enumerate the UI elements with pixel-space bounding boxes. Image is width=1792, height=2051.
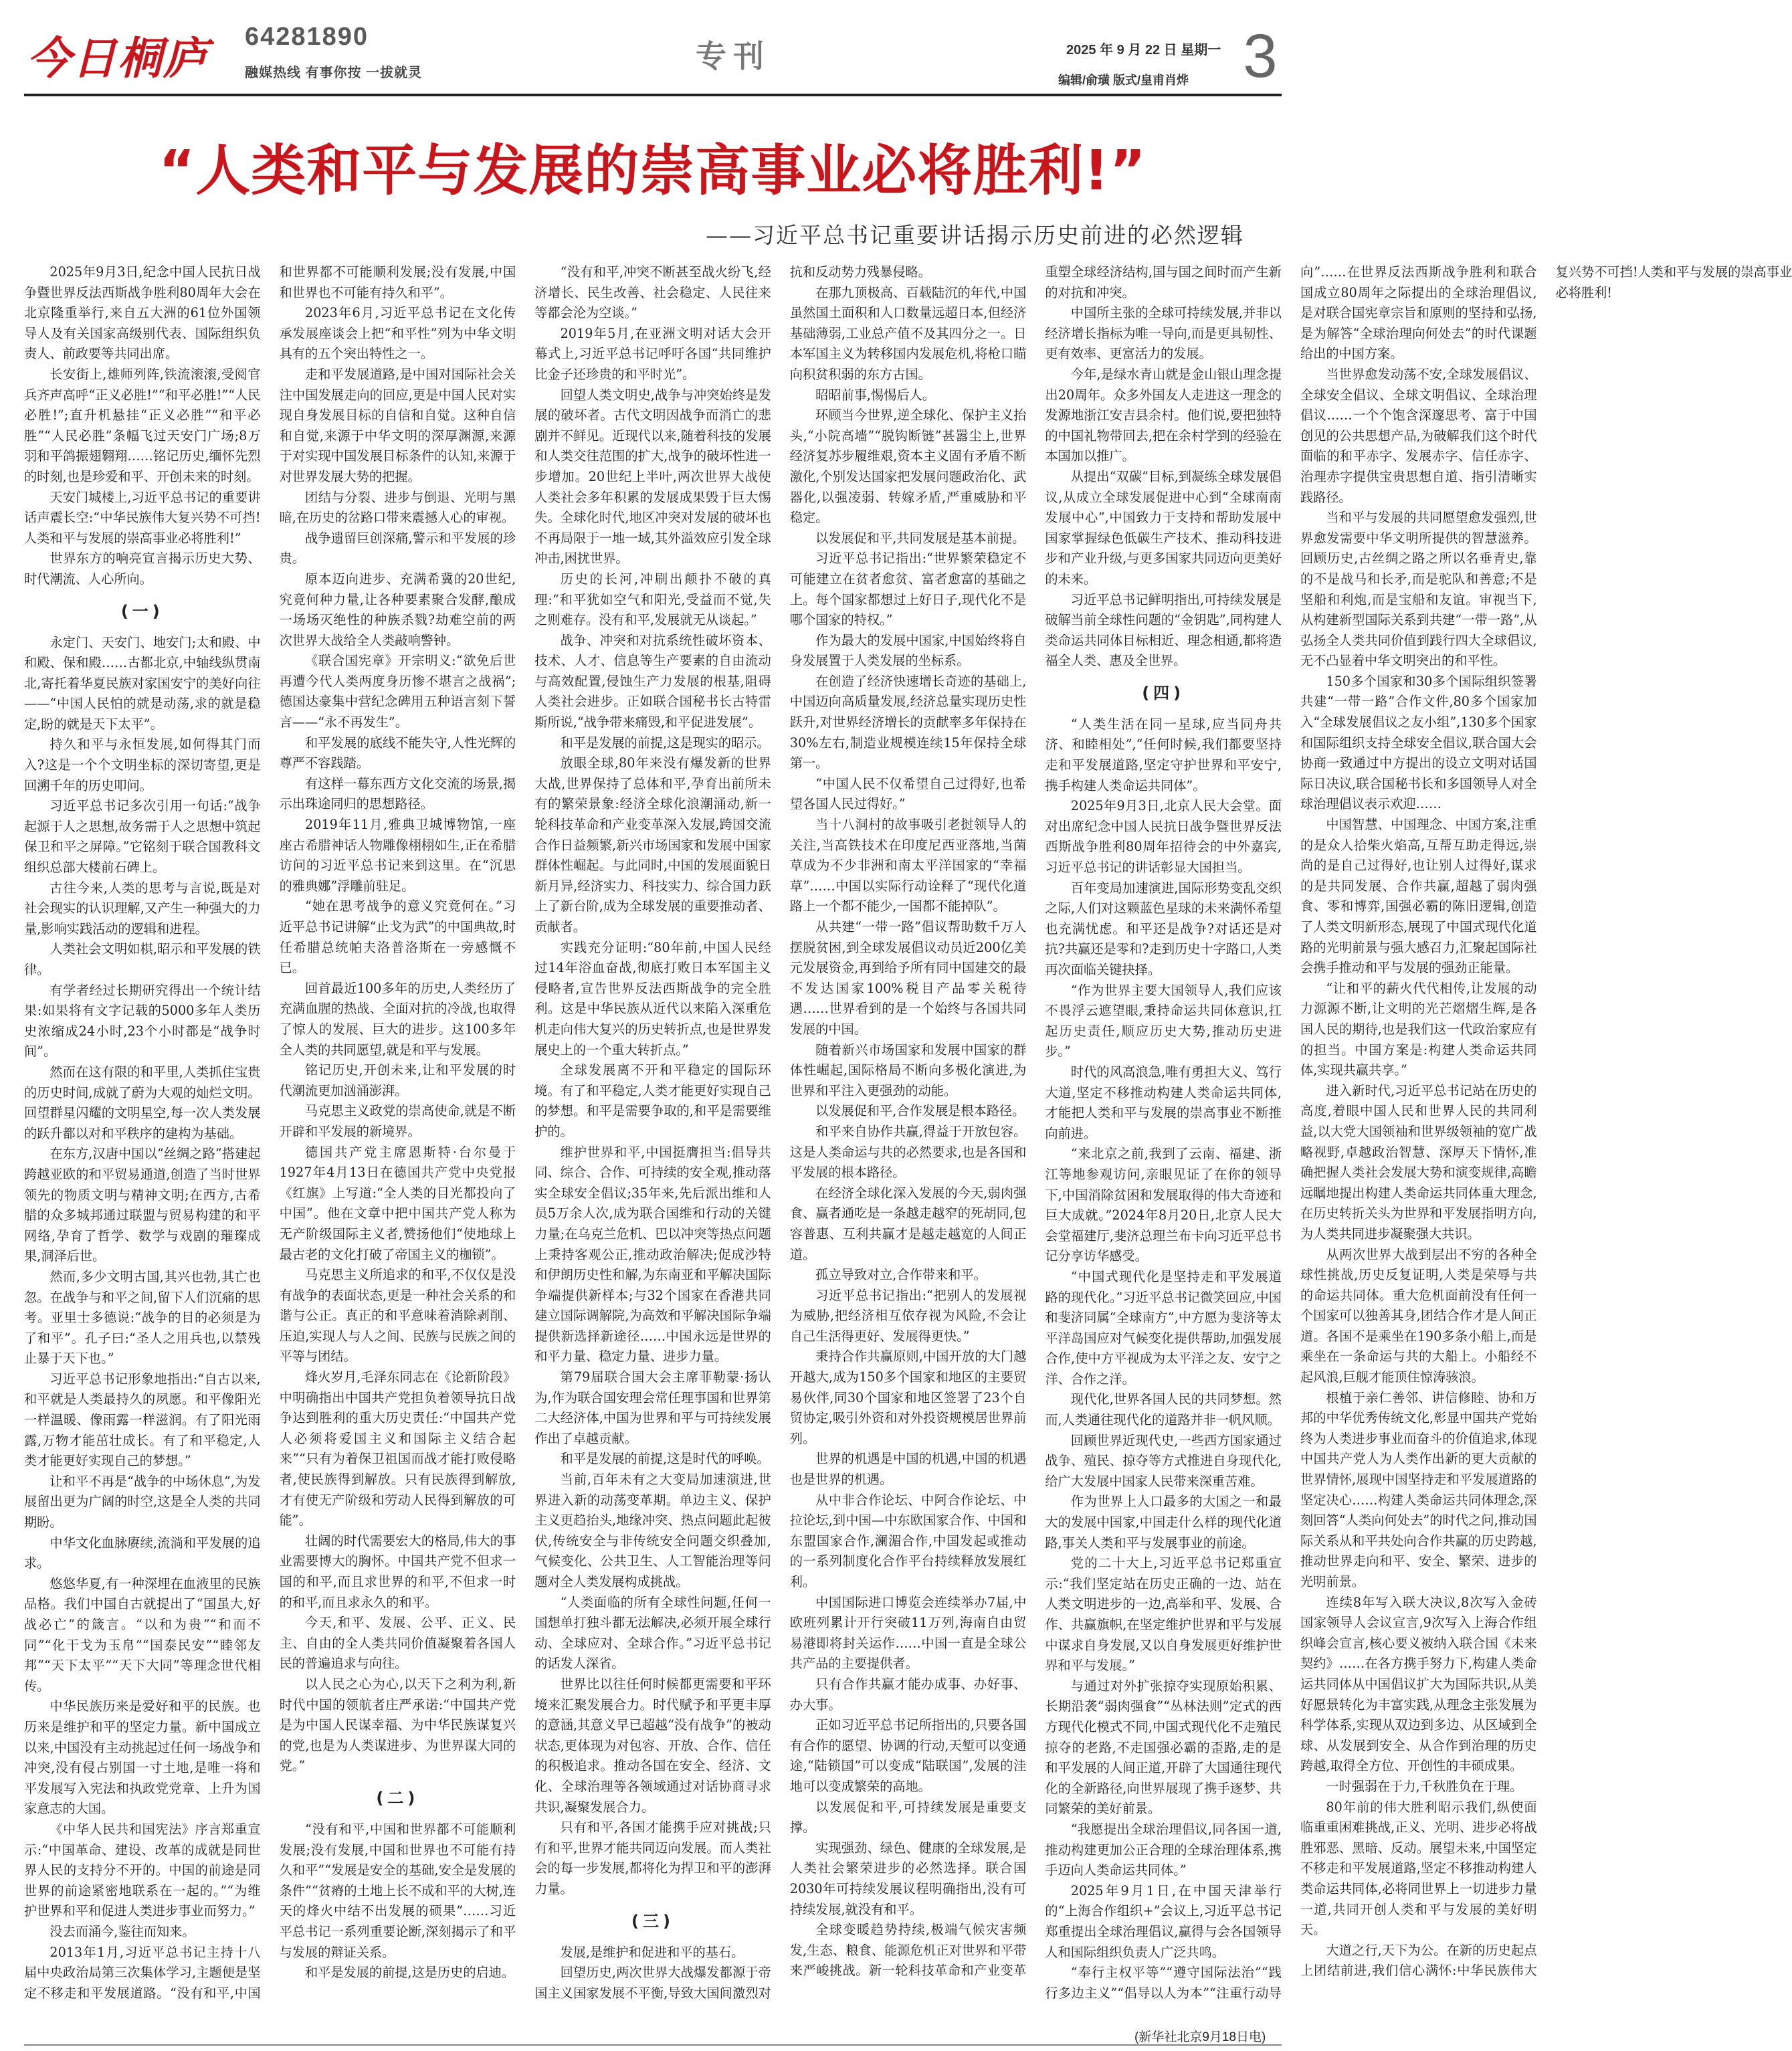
- body-paragraph: 时代的风高浪急,唯有勇担大义、笃行大道,坚定不移推动构建人类命运共同体,才能把人类和平与发展的崇高事业不断推向前进。: [1045, 1064, 1282, 1141]
- body-paragraph: 古往今来,人类的思考与言说,既是对社会现实的认识理解,又产生一种强大的力量,影响实践活动的逻辑和进程。: [24, 880, 261, 937]
- body-paragraph: 走和平发展道路,是中国对国际社会关注中国发展走向的回应,更是中国人民对实现自身发展目标的自信和自觉。这种自信和自觉,来源于中华文明的深厚渊源,来源于对实现中国发展目标条件的认知,来源于对世界发展大势的把握。: [279, 366, 516, 484]
- body-paragraph: 大道之行,天下为公。在新的历史起点上团结前进,我们信心满怀:中华民族伟大复兴势不可挡!人类和平与发展的崇高事业必将胜利!: [1300, 264, 1792, 1979]
- masthead: [0, 0, 1305, 94]
- body-paragraph: 正如习近平总书记所指出的,只要各国有合作的愿望、协调的行动,天堑可以变通途,“陆锁国”可以变成“陆联国”,发展的洼地可以变成繁荣的高地。: [789, 1717, 1027, 1794]
- body-paragraph: 一时强弱在于力,千秋胜负在于理。: [1326, 1778, 1523, 1794]
- body-paragraph: 长安街上,雄师列阵,铁流滚滚,受阅官兵齐声高呼“正义必胜!”“和平必胜!”“人民必胜!”;直升机悬挂“正义必胜”“和平必胜”“人民必胜”条幅飞过天安门广场;8万羽和平鸽振翅翱翔……铭记历史,缅怀先烈的时刻,也是珍爱和平、开创未来的时刻。: [24, 366, 261, 484]
- body-paragraph: 有学者经过长期研究得出一个统计结果:如果将有文字记载的5000多年人类历史浓缩成24小时,23个小时都是“战争时间”。: [24, 982, 261, 1060]
- body-paragraph: 和平发展的底线不能失守,人性光辉的尊严不容践踏。: [279, 735, 516, 771]
- body-paragraph: 回望人类文明史,战争与冲突始终是发展的破坏者。古代文明因战争而消亡的悲剧并不鲜见。近现代以来,随着科技的发展和人类交往范围的扩大,战争的破坏性进一步增加。20世纪上半叶,两次世界大战使人类社会多年积累的发展成果毁于巨大惕失。全球化时代,地区冲突对发展的破坏也不再局限于一地一域,其外溢效应引发全球冲击,困扰世界。: [534, 387, 771, 567]
- newspaper-logo: 今日桐庐: [27, 32, 209, 84]
- body-paragraph: 2023年6月,习近平总书记在文化传承发展座谈会上把“和平性”列为中华文明具有的五个突出特性之一。: [279, 305, 516, 362]
- body-paragraph: 秉持合作共赢原则,中国开放的大门越开越大,成为150多个国家和地区的主要贸易伙伴,同30个国家和地区签署了23个自贸协定,吸引外资和对外投资规模居世界前列。: [789, 1349, 1027, 1446]
- body-paragraph: 维护世界和平,中国挺膺担当:倡导共同、综合、合作、可持续的安全观,推动落实全球安全倡议;35年来,先后派出维和人员5万余人次,成为联合国维和行动的关键力量;在乌克兰危机、巴以冲突等热点问题上秉持客观公正,推动政治解决;促成沙特和伊朗历史性和解,为东南亚和平解决国际争端提供新样本;与32个国家在香港共同建立国际调解院,为高效和平解决国际争端提供新选择新途径……中国永远是世界的和平力量、稳定力量、进步力量。: [534, 1144, 771, 1365]
- issue-date: 2025 年 9 月 22 日 星期一: [1066, 43, 1221, 58]
- body-paragraph: 和平来自协作共赢,得益于开放包容。这是人类命运与共的必然要求,也是各国和平发展的根本路径。: [789, 1123, 1027, 1181]
- hotline-slogan: 融媒热线 有事你按 一拔就灵: [245, 66, 423, 80]
- body-paragraph: 昭昭前事,惕惕后人。: [815, 387, 935, 403]
- body-paragraph: 实践充分证明:“80年前,中国人民经过14年浴血奋战,彻底打败日本军国主义侵略者,宣告世界反法西斯战争的完全胜利。这是中华民族从近代以来陷入深重危机走向伟大复兴的历史转折点,也是世界发展史上的一个重大转折点。”: [534, 939, 771, 1058]
- body-paragraph: 进入新时代,习近平总书记站在历史的高度,着眼中国人民和世界人民的共同利益,以大党大国领袖和世界级领袖的宽广战略视野,卓越政治智慧、深厚天下情怀,准确把握人类社会发展大势和演变规律,高瞻远瞩地提出构建人类命运共同体重大理念,在历史转折关头为世界和平发展指明方向,为人类共同进步凝聚强大共识。: [1300, 1082, 1537, 1242]
- body-paragraph: 2019年11月,雅典卫城博物馆,一座座古希腊神话人物雕像栩栩如生,正在希腊访问的习近平总书记来到这里。在“沉思的雅典娜”浮雕前驻足。: [279, 817, 516, 894]
- body-paragraph: 有这样一幕东西方文化交流的场景,揭示出珠途同归的思想路径。: [279, 775, 516, 812]
- body-paragraph: 回望历史,两次世界大战爆发都源于帝国主义国家发展不平衡,导致大国间激烈对抗和反动势力残暴侵略。: [534, 264, 931, 2001]
- body-paragraph: 环顾当今世界,逆全球化、保护主义抬头,“小院高墙”“脱钩断链”甚嚣尘上,世界经济复苏步履维艰,资本主义固有矛盾不断激化,个别发达国家把发展问题政治化、武器化,以强凌弱、转嫁矛盾,严重威胁和平稳定。: [789, 407, 1027, 526]
- body-paragraph: 150多个国家和30多个国际组织签署共建“一带一路”合作文件,80多个国家加入“全球发展倡议之友小组”,130多个国家和国际组织支持全球安全倡议,联合国大会协商一致通过中方提出的设立文明对话国际日决议,联合国秘书长和多国领导人对全球治理倡议表示欢迎……: [1300, 673, 1537, 812]
- page-number: 3: [1243, 22, 1278, 90]
- body-paragraph: 习近平总书记鲜明指出,可持续发展是破解当前全球性问题的“金钥匙”,同构建人类命运共同体目标相近、理念相通,都将造福全人类、惠及全世界。: [1045, 591, 1282, 669]
- body-paragraph: 百年变局加速演进,国际形势变乱交织之际,人们对这颗蓝色星球的未来满怀希望也充满忧虑。和平还是战争?对话还是对抗?共赢还是零和?走到历史十字路口,人类再次面临关键抉择。: [1045, 880, 1282, 977]
- body-paragraph: “没有和平,中国和世界都不可能顺利发展;没有发展,中国和世界也不可能有持久和平”“发展是安全的基础,安全是发展的条件”“贫瘠的土地上长不成和平的大树,连天的烽火中结不出发展的硕果”……习近平总书记一系列重要论断,深刻揭示了和平与发展的辩证关系。: [279, 1821, 516, 1960]
- body-paragraph: “没有和平,冲突不断甚至战火纷飞,经济增长、民生改善、社会稳定、人民往来等都会沦为空谈。”: [534, 264, 771, 321]
- body-paragraph: “让和平的薪火代代相传,让发展的动力源源不断,让文明的光芒熠熠生辉,是各国人民的期待,也是我们这一代政治家应有的担当。中国方案是:构建人类命运共同体,实现共赢共享。”: [1300, 980, 1537, 1078]
- headline: “人类和平与发展的崇高事业必将胜利!”: [159, 139, 1147, 203]
- body-paragraph: 全球发展离不开和平稳定的国际环境。有了和平稳定,人类才能更好实现自己的梦想。和平是需要争取的,和平是需要维护的。: [534, 1062, 771, 1139]
- body-paragraph: 随着新兴市场国家和发展中国家的群体性崛起,国际格局不断向多极化演进,为世界和平注入更强劲的动能。: [789, 1042, 1027, 1098]
- body-paragraph: 作为最大的发展中国家,中国始终将自身发展置于人类发展的坐标系。: [789, 632, 1027, 669]
- body-paragraph: 与通过对外扩张掠夺实现原始积累、长期沿袭“弱肉强食”“丛林法则”定式的西方现代化模式不同,中国式现代化不走殖民掠夺的老路,不走国强必霸的歪路,走的是和平发展的人间正道,开辟了大国通往现代化的全新路径,向世界展现了携手逐梦、共同繁荣的美好前景。: [1045, 1678, 1282, 1817]
- body-paragraph: 只有和平,各国才能携手应对挑战;只有和平,世界才能共同迈向发展。而人类社会的每一步发展,都将化为捍卫和平的澎湃力量。: [534, 1820, 771, 1896]
- body-paragraph: 2025年9月1日,在中国天津举行的“上海合作组织+”会议上,习近平总书记郑重提出全球治理倡议,赢得与会各国领导人和国际组织负责人广泛共鸣。: [1045, 1882, 1282, 1960]
- body-paragraph: 永定门、天安门、地安门;太和殿、中和殿、保和殿……古都北京,中轴线纵贯南北,寄托着华夏民族对家国安宁的美好向往——“中国人民怕的就是动荡,求的就是稳定,盼的就是天下太平”。: [24, 634, 261, 732]
- body-paragraph: 人类社会文明如棋,昭示和平发展的铁律。: [24, 941, 261, 977]
- body-paragraph: “中国式现代化是坚持走和平发展道路的现代化。”习近平总书记微笑回应,中国和斐济同属“全球南方”,中方愿为斐济等太平洋岛国应对气候变化提供帮助,加强发展合作,使中方平视成为太平洋之友、安宁之洋、合作之洋。: [1045, 1268, 1282, 1387]
- body-paragraph: 从提出“双碳”目标,到凝练全球发展倡议,从成立全球发展促进中心到“全球南南发展中心”,中国致力于支持和帮助发展中国家掌握绿色低碳生产技术、推动科技进步和产业升级,与更多国家共同迈向更美好的未来。: [1045, 468, 1282, 587]
- body-paragraph: 2013年1月,习近平总书记主持十八届中央政治局第三次集体学习,主题便是坚定不移走和平发展道路。“没有和平,中国和世界都不可能顺利发展;没有发展,中国和世界也不可能有持久和平”。: [24, 264, 516, 2001]
- body-paragraph: 当十八洞村的故事吸引老挝领导人的关注,当高铁技术在印度尼西亚落地,当菌草成为不少非洲和南太平洋国家的“幸福草”……中国以实际行动诠释了“现代化道路上一个都不能少,一国都不能掉队”。: [789, 817, 1027, 914]
- body-paragraph: 世界的机遇是中国的机遇,中国的机遇也是世界的机遇。: [789, 1451, 1027, 1488]
- section-heading: (二): [376, 1788, 419, 1808]
- bottom-rule: [24, 2044, 1282, 2046]
- body-paragraph: 《联合国宪章》开宗明义:“欲免后世再遭今代人类两度身历惨不堪言之战祸”;德国达豪集中营纪念碑用五种语言刻下誓言——“永不再发生”。: [279, 653, 516, 730]
- news-agency-credit: (新华社北京9月18日电): [1134, 2030, 1266, 2044]
- body-paragraph: 天安门城楼上,习近平总书记的重要讲话声震长空:“中华民族伟大复兴势不可挡!人类和平与发展的崇高事业必将胜利!”: [24, 489, 261, 546]
- body-paragraph: 战争、冲突和对抗系统性破坏资本、技术、人才、信息等生产要素的自由流动与高效配置,侵蚀生产力发展的根基,阻碍人类社会进步。正如联合国秘书长古特雷斯所说,“战争带来痛毁,和平促进发展”。: [534, 632, 771, 730]
- body-paragraph: 只有合作共赢才能办成事、办好事、办大事。: [789, 1676, 1027, 1713]
- section-heading: (四): [1142, 683, 1185, 702]
- body-paragraph: 以发展促和平,可持续发展是重要支撑。: [789, 1799, 1027, 1836]
- body-paragraph: 发展,是维护和促进和平的基石。: [560, 1944, 744, 1960]
- body-paragraph: 世界东方的响亮宣言揭示历史大势、时代潮流、人心所向。: [24, 551, 261, 587]
- body-paragraph: 在创造了经济快速增长奇迹的基础上,中国迈向高质量发展,经济总量实现历史性跃升,对世界经济增长的贡献率多年保持在30%左右,制造业规模连续15年保持全球第一。: [789, 673, 1027, 771]
- body-paragraph: 德国共产党主席恩斯特·台尔曼于1927年4月13日在德国共产党中央党报《红旗》上写道:“全人类的目光都投向了中国”。他在文章中把中国共产党人称为无产阶级国际主义者,赞扬他们“使地球上最古老的文化打破了帝国主义的枷锁”。: [279, 1144, 516, 1262]
- body-paragraph: 和平是发展的前提,这是时代的呼唤。: [560, 1451, 770, 1467]
- body-paragraph: 当和平与发展的共同愿望愈发强烈,世界愈发需要中华文明所提供的智慧滋养。回顾历史,古丝绸之路之所以名垂青史,靠的不是战马和长矛,而是驼队和善意;不是坚船和利炮,而是宝船和友谊。审视当下,从构建新型国际关系到共建“一带一路”,从弘扬全人类共同价值到践行四大全球倡议,无不凸显着中华文明突出的和平性。: [1300, 510, 1537, 669]
- section-heading: (三): [631, 1911, 674, 1931]
- body-paragraph: 以发展促和平,合作发展是根本路径。: [815, 1103, 1025, 1119]
- body-paragraph: 回首最近100多年的历史,人类经历了充满血腥的热战、全面对抗的冷战,也取得了惊人的发展、巨大的进步。这100多年全人类的共同愿望,就是和平与发展。: [279, 980, 516, 1058]
- body-paragraph: 以发展促和平,共同发展是基本前提。: [815, 530, 1025, 546]
- body-paragraph: 没去而涌今,鉴往而知来。: [49, 1923, 195, 1939]
- body-paragraph: 习近平总书记指出:“把别人的发展视为威胁,把经济相互依存视为风险,不会让自己生活得更好、发展得更快。”: [789, 1287, 1027, 1344]
- body-paragraph: 2019年5月,在亚洲文明对话大会开幕式上,习近平总书记呼吁各国“共同维护比金子还珍贵的和平时光”。: [534, 325, 771, 382]
- top-rule: [24, 94, 1282, 96]
- body-paragraph: 连续8年写入联大决议,8次写入金砖国家领导人会议宣言,9次写入上海合作组织峰会宣言,核心要义被纳入联合国《未来契约》……在各方携手努力下,构建人类命运共同体从中国倡议扩大为国际共识,从美好愿景转化为丰富实践,从理念主张发展为科学体系,实现从双边到多边、从区域到全球、从发展到安全、从合作到治理的历史跨越,取得全方位、开创性的丰硕成果。: [1300, 1594, 1537, 1774]
- body-paragraph: “人类生活在同一星球,应当同舟共济、和睦相处”,“任何时候,我们都要坚持走和平发展道路,坚定守护世界和平安宁,携手构建人类命运共同体”。: [1045, 716, 1282, 793]
- body-paragraph: 中国智慧、中国理念、中国方案,注重的是众人拾柴火焰高,互帮互助走得远,崇尚的是自己过得好,也让别人过得好,谋求的是共同发展、合作共赢,超越了弱肉强食、零和博弈,国强必霸的陈旧逻辑,创造了人类文明新形态,展现了中国式现代化道路的光明前景与强大感召力,汇聚起国际社会携手推动和平与发展的强劲正能量。: [1300, 817, 1537, 976]
- body-paragraph: 放眼全球,80年来没有爆发新的世界大战,世界保持了总体和平,孕育出前所未有的繁荣景象:经济全球化浪潮涌动,新一轮科技革命和产业变革深入发展,跨国交流合作日益频繁,新兴市场国家和发展中国家群体性崛起。与此同时,中国的发展面貌日新月异,经济实力、科技实力、综合国力跃上了新台阶,成为全球发展的重要推动者、贡献者。: [534, 755, 771, 935]
- body-paragraph: 根植于亲仁善邻、讲信修睦、协和万邦的中华优秀传统文化,彰显中国共产党始终为人类进步事业而奋斗的价值追求,体现中国共产党人为人类作出新的更大贡献的世界情怀,展现中国坚持走和平发展道路的坚定决心……构建人类命运共同体理念,深刻回答“人类向何处去”的时代之问,推动国际关系从和平共处向合作共赢的历史跨越,推动世界走向和平、安全、繁荣、进步的光明前景。: [1300, 1389, 1537, 1589]
- body-paragraph: 和平是发展的前提,这是现实的昭示。: [560, 735, 770, 751]
- body-paragraph: “作为世界主要大国领导人,我们应该不畏浮云遮望眼,秉持命运共同体意识,扛起历史责任,顺应历史大势,推动历史进步。”: [1045, 982, 1282, 1060]
- body-paragraph: 现代化,世界各国人民的共同梦想。然而,人类通往现代化的道路并非一帆风顺。: [1045, 1391, 1282, 1428]
- body-paragraph: 团结与分裂、进步与倒退、光明与黑暗,在历史的岔路口带来震撼人心的审视。: [279, 489, 516, 526]
- body-paragraph: 习近平总书记形象地指出:“自古以来,和平就是人类最持久的夙愿。和平像阳光一样温暖、像雨露一样滋润。有了阳光雨露,万物才能茁壮成长。有了和平稳定,人类才能更好实现自己的梦想。”: [24, 1371, 261, 1469]
- article-body: [24, 262, 1792, 2015]
- body-paragraph: 在那九顶极高、百载陆沉的年代,中国虽然国土面积和人口数量远超日本,但经济基础薄弱,工业总产值不及其四分之一。日本军国主义为转移国内发展危机,将枪口瞄向积贫积弱的东方古国。: [789, 284, 1027, 382]
- body-paragraph: 历史的长河,冲刷出颠扑不破的真理:“和平犹如空气和阳光,受益而不觉,失之则难存。没有和平,发展就无从谈起。”: [534, 571, 771, 628]
- body-paragraph: 马克思主义政党的崇高使命,就是不断开辟和平发展的新境界。: [279, 1103, 516, 1139]
- subheadline: ——习近平总书记重要讲话揭示历史前进的必然逻辑: [706, 222, 1244, 248]
- body-paragraph: “奉行主权平等”“遵守国际法治”“践行多边主义”“倡导以人为本”“注重行动导向”……在世界反法西斯战争胜利和联合国成立80周年之际提出的全球治理倡议,是对联合国宪章宗旨和原则的坚持和弘扬,是为解答“全球治理向何处去”的时代课题给出的中国方案。: [1045, 264, 1537, 2001]
- body-paragraph: 持久和平与永恒发展,如何得其门而入?这是一个个文明坐标的深切寄望,更是回溯千年的历史叩问。: [24, 737, 261, 793]
- hotline-number: 64281890: [245, 23, 369, 51]
- body-paragraph: 悠悠华夏,有一种深埋在血液里的民族品格。我们中国自古就提出了“国虽大,好战必亡”的箴言。“以和为贵”“和而不同”“化干戈为玉帛”“国泰民安”“睦邻友邦”“天下太平”“天下大同”等理念世代相传。: [24, 1575, 261, 1694]
- body-paragraph: 第79届联合国大会主席菲勒蒙·扬认为,作为联合国安理会常任理事国和世界第二大经济体,中国为世界和平与可持续发展作出了卓越贡献。: [534, 1369, 771, 1446]
- body-paragraph: 中华文化血脉赓续,流淌和平发展的追求。: [24, 1535, 261, 1571]
- body-paragraph: 在经济全球化深入发展的今天,弱肉强食、赢者通吃是一条越走越窄的死胡同,包容普惠、互利共赢才是越走越宽的人间正道。: [789, 1185, 1027, 1262]
- body-paragraph: 让和平不再是“战争的中场休息”,为发展留出更为广阔的时空,这是全人类的共同期盼。: [24, 1473, 261, 1531]
- body-paragraph: 中国所主张的全球可持续发展,并非以经济增长指标为唯一导向,而是更具韧性、更有效率、更富活力的发展。: [1045, 305, 1282, 362]
- body-paragraph: 壮阔的时代需要宏大的格局,伟大的事业需要博大的胸怀。中国共产党不但求一国的和平,而且求世界的和平,不但求一时的和平,而且求永久的和平。: [279, 1533, 516, 1610]
- body-paragraph: “她在思考战争的意义究竟何在。”习近平总书记讲解“止戈为武”的中国典故,时任希腊总统帕夫洛普洛斯在一旁感慨不已。: [279, 898, 516, 976]
- body-paragraph: “我愿提出全球治理倡议,同各国一道,推动构建更加公正合理的全球治理体系,携手迈向人类命运共同体。”: [1045, 1821, 1282, 1878]
- body-paragraph: 中国国际进口博览会连续举办7届,中欧班列累计开行突破11万列,海南自由贸易港即将封关运作……中国一直是全球公共产品的主要提供者。: [789, 1594, 1027, 1672]
- body-paragraph: 然而,多少文明古国,其兴也勃,其亡也忽。在战争与和平之间,留下人们沉痛的思考。亚里士多德说:“战争的目的必须是为了和平”。孔子曰:“圣人之用兵也,以禁残止暴于天下也。”: [24, 1268, 261, 1367]
- body-paragraph: 今天,和平、发展、公平、正义、民主、自由的全人类共同价值凝聚着各国人民的普遍追求与向往。: [279, 1615, 516, 1672]
- editor-credit: 编辑/俞璜 版式/皇甫肖烨: [1058, 74, 1189, 87]
- body-paragraph: 作为世界上人口最多的大国之一和最大的发展中国家,中国走什么样的现代化道路,事关人类和平与发展事业的前途。: [1045, 1494, 1282, 1551]
- body-paragraph: 习近平总书记指出:“世界繁荣稳定不可能建立在贫者愈贫、富者愈富的基础之上。每个国家都想过上好日子,现代化不是哪个国家的特权。”: [789, 551, 1027, 628]
- body-paragraph: 烽火岁月,毛泽东同志在《论新阶段》中明确指出中国共产党担负着领导抗日战争达到胜利的重大历史责任:“中国共产党人必须将爱国主义和国际主义结合起来”“只有为着保卫祖国而战才能打败侵略者,使民族得到解放。只有民族得到解放,才有使无产阶级和劳动人民得到解放的可能”。: [279, 1369, 516, 1529]
- section-label: 专刊: [696, 39, 771, 74]
- body-paragraph: 孤立导致对立,合作带来和平。: [815, 1267, 987, 1283]
- body-paragraph: 今年,是绿水青山就是金山银山理念提出20周年。众多外国友人走进这一理念的发源地浙江安吉县余村。他们说,要把独特的中国礼物带回去,把在余村学到的经验在本国加以推广。: [1045, 366, 1282, 464]
- body-paragraph: 80年前的伟大胜利昭示我们,纵使面临重重困难挑战,正义、光明、进步必将战胜邪恶、黑暗、反动。展望未来,中国坚定不移走和平发展道路,坚定不移推动构建人类命运共同体,必将同世界上一切进步力量一道,共同开创人类和平与发展的美好明天。: [1300, 1799, 1537, 1938]
- body-paragraph: 2025年9月3日,纪念中国人民抗日战争暨世界反法西斯战争胜利80周年大会在北京隆重举行,来自五大洲的61位外国领导人及有关国家高级别代表、国际组织负责人、前政要等共同出席。: [24, 264, 261, 362]
- section-heading: (一): [120, 601, 164, 621]
- body-paragraph: 以人民之心为心,以天下之利为利,新时代中国的领航者庄严承诺:“中国共产党是为中国人民谋幸福、为中华民族谋复兴的党,也是为人类谋进步、为世界谋大同的党。”: [279, 1676, 516, 1774]
- body-paragraph: 原本迈向进步、充满希冀的20世纪,究竟何种力量,让各种要素聚合发酵,酿成一场场灭绝性的种族杀戮?劫难空前的两次世界大战给全人类敲响警钟。: [279, 571, 516, 648]
- body-paragraph: “来北京之前,我到了云南、福建、浙江等地参观访问,亲眼见证了在你的领导下,中国消除贫困和发展取得的伟大奇迹和巨大成就。”2024年8月20日,北京人民大会堂福建厅,斐济总理兰布卡向习近平总书记分享访华感受。: [1045, 1146, 1282, 1264]
- body-paragraph: 中华民族历来是爱好和平的民族。也历来是维护和平的坚定力量。新中国成立以来,中国没有主动挑起过任何一场战争和冲突,没有侵占别国一寸土地,是唯一将和平发展写入宪法和执政党党章、上升为国家意志的大国。: [24, 1698, 261, 1817]
- body-paragraph: 马克思主义所追求的和平,不仅仅是没有战争的表面状态,更是一种社会关系的和谐与公正。真正的和平意味着消除剥削、压迫,实现人与人之间、民族与民族之间的平等与团结。: [279, 1267, 516, 1365]
- body-paragraph: 2025年9月3日,北京人民大会堂。面对出席纪念中国人民抗日战争暨世界反法西斯战争胜利80周年招待会的中外嘉宾,习近平总书记的讲话彰显大国担当。: [1045, 798, 1282, 876]
- body-paragraph: 党的二十大上,习近平总书记郑重宣示:“我们坚定站在历史正确的一边、站在人类文明进步的一边,高举和平、发展、合作、共赢旗帜,在坚定维护世界和平与发展中谋求自身发展,又以自身发展更好维护世界和平与发展。”: [1045, 1555, 1282, 1674]
- body-paragraph: 从两次世界大战到层出不穷的各种全球性挑战,历史反复证明,人类是荣辱与共的命运共同体。重大危机面前没有任何一个国家可以独善其身,团结合作才是人间正道。各国不是乘坐在190多条小船上,而是乘坐在一条命运与共的大船上。小船经不起风浪,巨舰才能顶住惊涛骇浪。: [1300, 1246, 1537, 1385]
- body-paragraph: 战争遗留巨创深痛,警示和平发展的珍贵。: [279, 530, 516, 567]
- body-paragraph: 铭记历史,开创未来,让和平发展的时代潮流更加汹涌澎湃。: [279, 1062, 516, 1098]
- body-paragraph: 《中华人民共和国宪法》序言郑重宣示:“中国革命、建设、改革的成就是同世界人民的支持分不开的。中国的前途是同世界的前途紧密地联系在一起的。”“为维护世界和平和促进人类进步事业而努力。”: [24, 1821, 261, 1919]
- body-paragraph: “中国人民不仅希望自己过得好,也希望各国人民过得好。”: [789, 775, 1027, 812]
- body-paragraph: 从共建“一带一路”倡议帮助数千万人摆脱贫困,到全球发展倡议动员近200亿美元发展资金,再到给予所有同中国建交的最不发达国家100%税目产品零关税待遇……世界看到的是一个始终与各国共同发展的中国。: [789, 919, 1027, 1037]
- body-paragraph: 从中非合作论坛、中阿合作论坛、中拉论坛,到中国—中东欧国家合作、中国和东盟国家合作,澜湄合作,中国发起或推动的一系列制度化合作平台持续释放发展红利。: [789, 1492, 1027, 1589]
- body-paragraph: 然而在这有限的和平里,人类抓住宝贵的历史时间,成就了蔚为大观的灿烂文明。回望群星闪耀的文明星空,每一次人类发展的跃升都以对和平秩序的建构为基础。: [24, 1064, 261, 1141]
- body-paragraph: 在东方,汉唐中国以“丝绸之路”搭建起跨越亚欧的和平贸易通道,创造了当时世界领先的物质文明与精神文明;在西方,古希腊的众多城邦通过联盟与贸易构建的和平网络,孕育了哲学、数学与戏剧的璀璨成果,洞泽后世。: [24, 1146, 261, 1264]
- body-paragraph: 实现强劲、绿色、健康的全球发展,是人类社会繁荣进步的必然选择。联合国2030年可持续发展议程明确指出,没有可持续发展,就没有和平。: [789, 1840, 1027, 1917]
- body-paragraph: “人类面临的所有全球性问题,任何一国想单打独斗都无法解决,必须开展全球行动、全球应对、全球合作。”习近平总书记的话发人深省。: [534, 1594, 771, 1672]
- body-paragraph: 和平是发展的前提,这是历史的启迪。: [304, 1965, 515, 1981]
- body-paragraph: 全球变暖趋势持续,极端气候灾害频发,生态、粮食、能源危机正对世界和平带来严峻挑战。新一轮科技革命和产业变革重塑全球经济结构,国与国之间时而产生新的对抗和冲突。: [789, 264, 1282, 1979]
- body-paragraph: 习近平总书记多次引用一句话:“战争起源于人之思想,故务需于人之思想中筑起保卫和平之屏障。”它铭刻于联合国教科文组织总部大楼前石碑上。: [24, 798, 261, 876]
- body-paragraph: 当世界愈发动荡不安,全球发展倡议、全球安全倡议、全球文明倡议、全球治理倡议……一个个饱含深邃思考、富于中国创见的公共思想产品,为破解我们这个时代面临的和平赤字、发展赤字、信任赤字、治理赤字提供宝贵思想自道、指引清晰实践路径。: [1300, 366, 1537, 505]
- body-paragraph: 当前,百年未有之大变局加速演进,世界进入新的动荡变革期。单边主义、保护主义更趋抬头,地缘冲突、热点问题此起彼伏,传统安全与非传统安全问题交织叠加,气候变化、公共卫生、人工智能治理等问题对全人类发展构成挑战。: [534, 1472, 771, 1589]
- body-paragraph: 回顾世界近现代史,一些西方国家通过战争、殖民、掠夺等方式推进自身现代化,给广大发展中国家人民带来深重苦难。: [1045, 1432, 1282, 1489]
- body-paragraph: 世界比以往任何时候都更需要和平环境来汇聚发展合力。时代赋予和平更丰厚的意涵,其意义早已超越“没有战争”的被动状态,更体现为对包容、开放、合作、信任的积极追求。推动各国在安全、经济、文化、全球治理等各领域通过对话协商寻求共识,凝聚发展合力。: [534, 1676, 771, 1815]
